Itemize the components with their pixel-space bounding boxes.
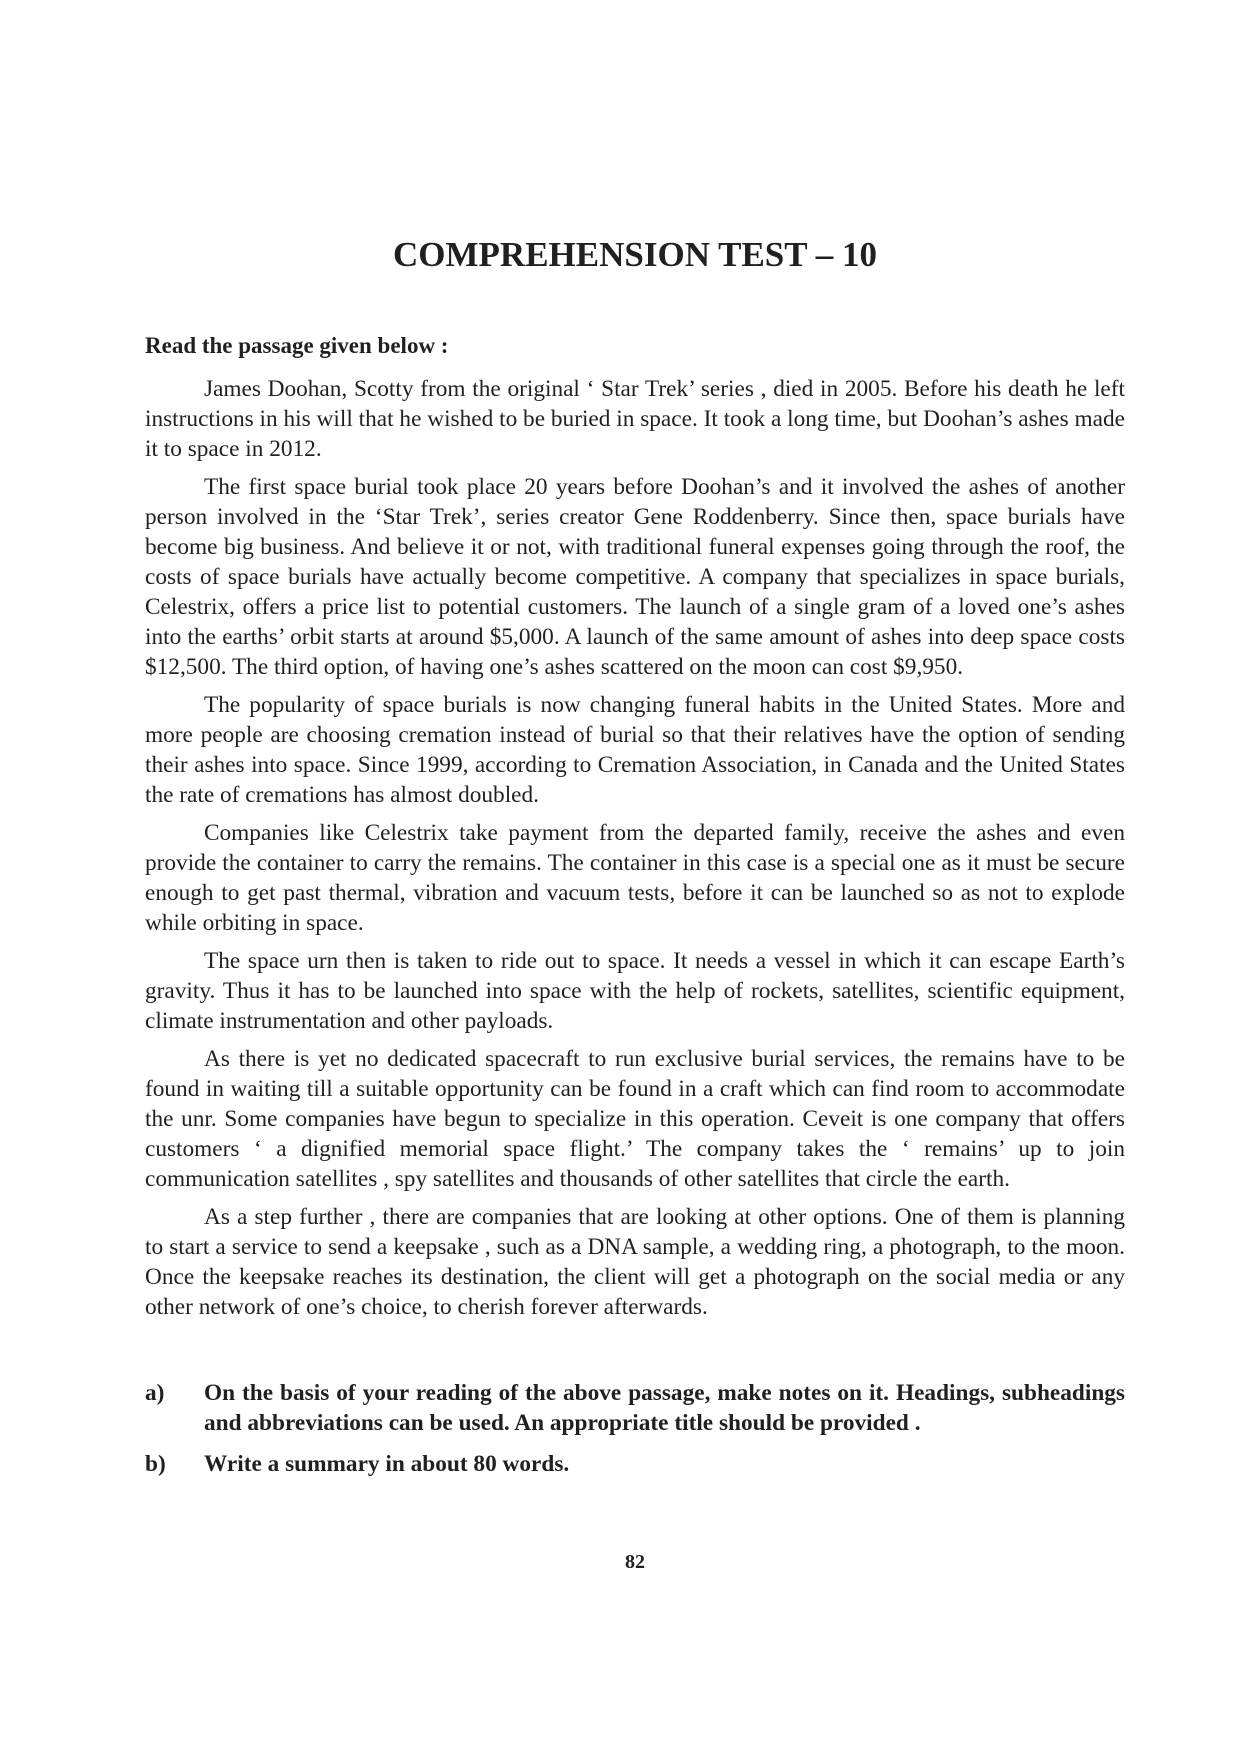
passage	[145, 374, 1125, 1330]
passage-paragraph: The space urn then is taken to ride out to space. It needs a vessel in which it can escape Earth’s gravity. Thus it has to be launched into space with the help of rockets, satellites, scientific equipment, climate instrumentation and other payloads.	[145, 948, 1125, 1034]
question-label: b)	[145, 1451, 166, 1477]
passage-paragraph: The first space burial took place 20 years before Doohan’s and it involved the ashes of another person involved in the ‘Star Trek’, series creator Gene Roddenberry. Since then, space burials have become big business. And believe it or not, with traditional funeral expenses going through the roof, the costs of space burials have actually become competitive. A company that specializes in space burials, Celestrix, offers a price list to potential customers. The launch of a single gram of a loved one’s ashes into the earths’ orbit starts at around $5,000. A launch of the same amount of ashes into deep space costs $12,500. The third option, of having one’s ashes scattered on the moon can cost $9,950.	[145, 474, 1125, 680]
question-text: On the basis of your reading of the above passage, make notes on it. Headings, subheadings and abbreviations can be used. An appropriate title should be provided .	[204, 1380, 1125, 1436]
passage-paragraph: James Doohan, Scotty from the original ‘ Star Trek’ series , died in 2005. Before his death he left instructions in his will that he wished to be buried in space. It took a long time, but Doohan’s ashes made it to space in 2012.	[145, 376, 1125, 462]
page-title: COMPREHENSION TEST – 10	[393, 235, 877, 274]
instruction-heading: Read the passage given below :	[145, 333, 449, 358]
passage-paragraph: As a step further , there are companies that are looking at other options. One of them is planning to start a service to send a keepsake , such as a DNA sample, a wedding ring, a photograph, to the moon. Once the keepsake reaches its destination, the client will get a photograph on the social media or any other network of one’s choice, to cherish forever afterwards.	[145, 1204, 1125, 1320]
question-text: Write a summary in about 80 words.	[204, 1451, 570, 1477]
question-a	[145, 1378, 1125, 1438]
passage-paragraph: As there is yet no dedicated spacecraft to run exclusive burial services, the remains have to be found in waiting till a suitable opportunity can be found in a craft which can find room to accommodate the unr. Some companies have begun to specialize in this operation. Ceveit is one company that offers customers ‘ a dignified memorial space flight.’ The company takes the ‘ remains’ up to join communication satellites , spy satellites and thousands of other satellites that circle the earth.	[145, 1046, 1125, 1192]
questions-list	[145, 1378, 1125, 1490]
question-label: a)	[145, 1380, 165, 1406]
passage-paragraph: Companies like Celestrix take payment from the departed family, receive the ashes and even provide the container to carry the remains. The container in this case is a special one as it must be secure enough to get past thermal, vibration and vacuum tests, before it can be launched so as not to explode while orbiting in space.	[145, 820, 1125, 936]
question-b	[145, 1449, 1125, 1479]
page-number: 82	[625, 1551, 645, 1573]
passage-paragraph: The popularity of space burials is now changing funeral habits in the United States. More and more people are choosing cremation instead of burial so that their relatives have the option of sending their ashes into space. Since 1999, according to Cremation Association, in Canada and the United States the rate of cremations has almost doubled.	[145, 692, 1125, 808]
